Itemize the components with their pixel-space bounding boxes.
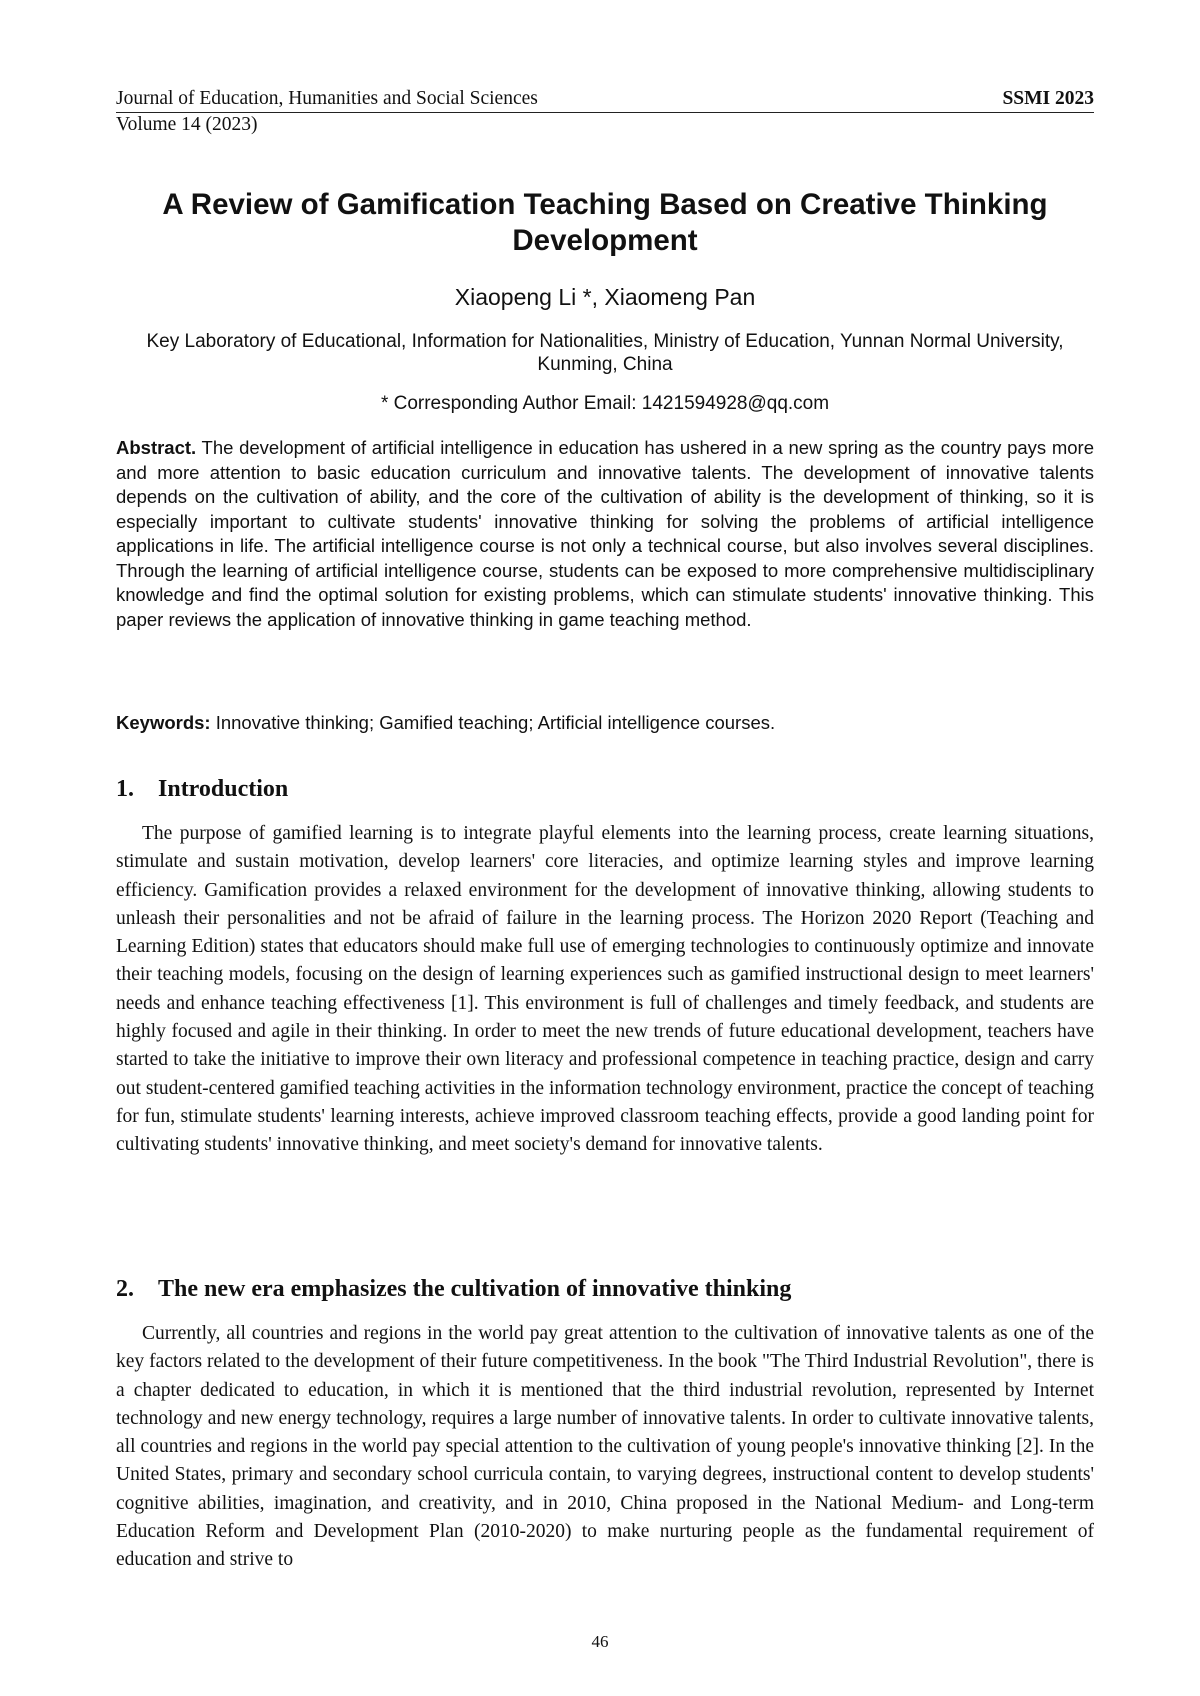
section-paragraph: The purpose of gamified learning is to integrate playful elements into the learning process, create learning situations, stimulate and sustain motivation, develop learners' core literacies, and optimize learning styles and improve learning efficiency. Gamification provides a relaxed environment for the development of innovative thinking, allowing students to unleash their personalities and not be afraid of failure in the learning process. The Horizon 2020 Report (Teaching and Learning Edition) states that educators should make full use of emerging technologies to continuously optimize and innovate their teaching models, focusing on the design of learning experiences such as gamified instructional design to meet learners' needs and enhance teaching effectiveness [1]. This environment is full of challenges and timely feedback, and students are highly focused and agile in their thinking. In order to meet the new trends of future educational development, teachers have started to take the initiative to improve their own literacy and professional competence in teaching practice, design and carry out student-centered gamified teaching activities in the information technology environment, practice the concept of teaching for fun, stimulate students' learning interests, achieve improved classroom teaching effects, provide a good landing point for cultivating students' innovative thinking, and meet society's demand for innovative talents. bbox=[116, 823, 1094, 1156]
abstract-text: The development of artificial intelligence in education has ushered in a new spring as the country pays more and more attention to basic education curriculum and innovative talents. The development of innovative talents depends on the cultivation of ability, and the core of the cultivation of ability is the development of thinking, so it is especially important to cultivate students' innovative thinking for solving the problems of artificial intelligence applications in life. The artificial intelligence course is not only a technical course, but also involves several disciplines. Through the learning of artificial intelligence course, students can be exposed to more comprehensive multidisciplinary knowledge and find the optimal solution for existing problems, which can stimulate students' innovative thinking. This paper reviews the application of innovative thinking in game teaching method. bbox=[116, 437, 1094, 630]
section-number: 1. bbox=[116, 776, 134, 802]
page-number: 46 bbox=[591, 1632, 609, 1651]
affiliation: Key Laboratory of Educational, Information for Nationalities, Ministry of Education, Yunnan Normal University, Kunming, China bbox=[146, 331, 1064, 375]
abstract bbox=[116, 436, 1094, 632]
section-paragraph: Currently, all countries and regions in the world pay great attention to the cultivation of innovative talents as one of the key factors related to the development of their future competitiveness. In the book "The Third Industrial Revolution", there is a chapter dedicated to education, in which it is mentioned that the third industrial revolution, represented by Internet technology and new energy technology, requires a large number of innovative talents. In order to cultivate innovative talents, all countries and regions in the world pay special attention to the cultivation of young people's innovative thinking [2]. In the United States, primary and secondary school curricula contain, to varying degrees, instructional content to develop students' cognitive abilities, imagination, and creativity, and in 2010, China proposed in the National Medium- and Long-term Education Reform and Development Plan (2010-2020) to make nurturing people as the fundamental requirement of education and strive to bbox=[116, 1323, 1094, 1571]
conference-label: SSMI 2023 bbox=[1002, 88, 1094, 109]
section-number: 2. bbox=[116, 1276, 134, 1302]
keywords bbox=[116, 712, 1094, 734]
abstract-label: Abstract. bbox=[116, 437, 197, 458]
section-title: Introduction bbox=[158, 776, 289, 802]
header-rule bbox=[116, 112, 1094, 113]
journal-name: Journal of Education, Humanities and Social Sciences bbox=[116, 88, 538, 109]
corresponding-email: * Corresponding Author Email: 1421594928@qq.com bbox=[380, 393, 830, 414]
paper-title: A Review of Gamification Teaching Based on Creative Thinking Development bbox=[162, 188, 1048, 257]
authors: Xiaopeng Li *, Xiaomeng Pan bbox=[454, 284, 756, 310]
volume-label: Volume 14 (2023) bbox=[116, 114, 258, 135]
section-heading-introduction bbox=[116, 776, 1094, 803]
section-heading-innovative-thinking bbox=[116, 1276, 1094, 1303]
keywords-text: Innovative thinking; Gamified teaching; Artificial intelligence courses. bbox=[215, 712, 776, 733]
section-title: The new era emphasizes the cultivation of innovative thinking bbox=[158, 1276, 792, 1302]
keywords-label: Keywords: bbox=[116, 712, 211, 733]
